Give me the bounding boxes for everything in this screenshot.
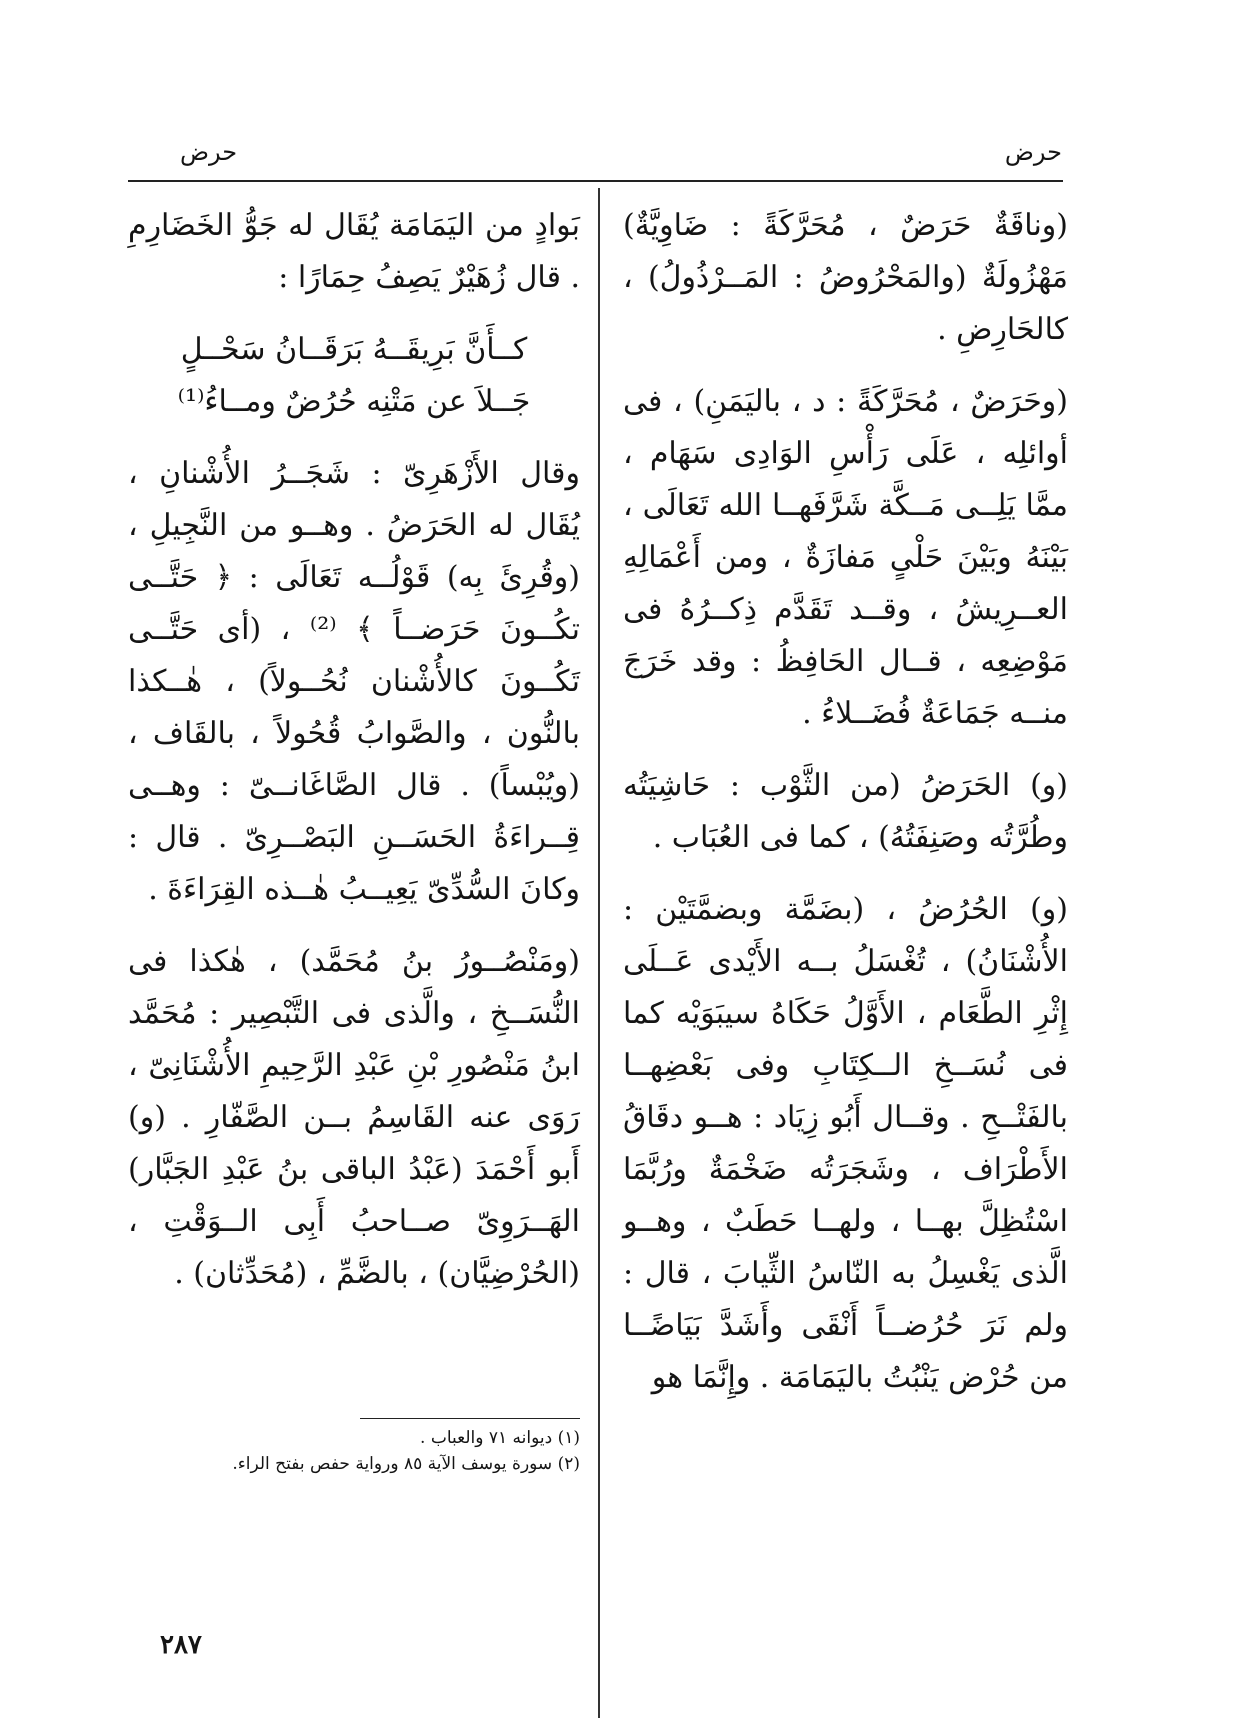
footnotes xyxy=(128,1425,580,1477)
header-rule xyxy=(128,180,1063,182)
right-column xyxy=(623,200,1068,1404)
verse-line-2: جَــلاَ عن مَتْنِه حُرُضٌ ومــاءُ⁽¹⁾ xyxy=(177,384,531,419)
right-paragraph-1: (وناقَةٌ حَرَضٌ ، مُحَرَّكَةً : ضَاوِيَّةٌ) مَهْزُولَةٌ (والمَحْرُوضُ : المَــرْذُولُ) ، كالحَارِضِ . xyxy=(623,208,1068,347)
header-left-word: حرض xyxy=(180,138,238,166)
right-paragraph-2: (وحَرَضٌ ، مُحَرَّكَةً : د ، باليَمَنِ) ، فى أوائلِه ، عَلَى رَأْسِ الوَادِى سَهَام ، ممَّا يَلِــى مَــكَّة شَرَّفَهــا الله تَعَالَى ، بَيْنَهُ وبَيْنَ حَلْىٍ مَفازَةٌ ، ومن أَعْمَالِهِ العــرِيشُ ، وقــد تَقَدَّم ذِكــرُهُ فى مَوْضِعِه ، قــال الحَافِظُ : وقد خَرَجَ منــه جَمَاعَةٌ فُضَــلاءُ . xyxy=(623,384,1068,731)
page-number: ٢٨٧ xyxy=(160,1630,202,1660)
column-divider xyxy=(598,188,600,1718)
left-paragraph-2: (ومَنْصُــورُ بنُ مُحَمَّد) ، هٰكذا فى النُّسَــخِ ، والَّذى فى التَّبْصِير : مُحَمَّد ابنُ مَنْصُورِ بْنِ عَبْدِ الرَّحِيمِ الأُشْنَانِىّ ، رَوَى عنه القَاسِمُ بــن الصَّفّارِ . (و) أَبو أَحْمَدَ (عَبْدُ الباقى بنُ عَبْدِ الجَبَّار) الهَــرَوِىّ صــاحبُ أَبِى الــوَقْتِ ، (الحُرْضِيَّان) ، بالضَّمِّ ، (مُحَدِّثان) . xyxy=(128,944,580,1291)
footnote-1: (١) ديوانه ٧١ والعباب . xyxy=(420,1428,580,1448)
footnote-rule xyxy=(360,1418,580,1419)
left-intro: بَوادٍ من اليَمَامَة يُقَال له جَوُّ الخَضَارِمِ . قال زُهَيْرٌ يَصِفُ حِمَارًا : xyxy=(128,208,580,295)
verse-line-1: كــأَنَّ بَرِيقَــهُ بَرَقَــانُ سَحْــلٍ xyxy=(180,332,528,367)
header-right-word: حرض xyxy=(1004,138,1062,166)
right-paragraph-4: (و) الحُرُضُ ، (بضَمَّة وبضمَّتَيْن : الأُشْنَانُ) ، تُغْسَلُ بــه الأَيْدى عَــلَى إِثْرِ الطَّعَام ، الأَوَّلُ حَكَاهُ سيبَوَيْه كما فى نُسَــخِ الــكِتَابِ وفى بَعْضِهــا بالفَتْــحِ . وقــال أَبُو زِيَاد : هــو دقَاقُ الأَطْرَاف ، وشَجَرَتُه ضَخْمَةٌ ورُبَّمَا اسْتُظِلَّ بهــا ، ولهــا حَطَبٌ ، وهــو الَّذى يَغْسِلُ به النّاسُ الثِّيابَ ، قال : ولم نَرَ حُرُضــاً أَنْقَى وأَشَدَّ بَيَاضًــا من حُرْض يَنْبُتُ باليَمَامَة . وإِنَّمَا هو xyxy=(623,892,1068,1395)
left-paragraph-1: وقال الأَزْهَرِىّ : شَجَــرُ الأُشْنانِ ، يُقَال له الحَرَضُ . وهــو من النَّجِيلِ ، (وقُرِئَ بِه) قَوْلُــه تَعَالَى : ﴿ حَتَّــى تكُــونَ حَرَضــاً ﴾ ⁽²⁾ ، (أى حَتَّــى تَكُــونَ كالأُشْنان نُحُــولاً) ، هٰــكذا بالنُّون ، والصَّوابُ قُحُولاً ، بالقَاف ، (ويُبْساً) . قال الصَّاغَانــىّ : وهــى قِــراءَةُ الحَسَــنِ البَصْــرِىّ . قال : وكانَ السُّدِّىّ يَعِيــبُ هٰــذه القِرَاءَةَ . xyxy=(128,456,580,907)
right-paragraph-3: (و) الحَرَضُ (من الثَّوْب : حَاشِيَتُه وطُرَّتُه وصَنِفَتُهُ) ، كما فى العُبَاب . xyxy=(623,768,1068,855)
footnote-2: (٢) سورة يوسف الآية ٨٥ ورواية حفص بفتح الراء. xyxy=(232,1454,580,1474)
poem-verse xyxy=(128,324,580,428)
left-column xyxy=(128,200,580,1300)
